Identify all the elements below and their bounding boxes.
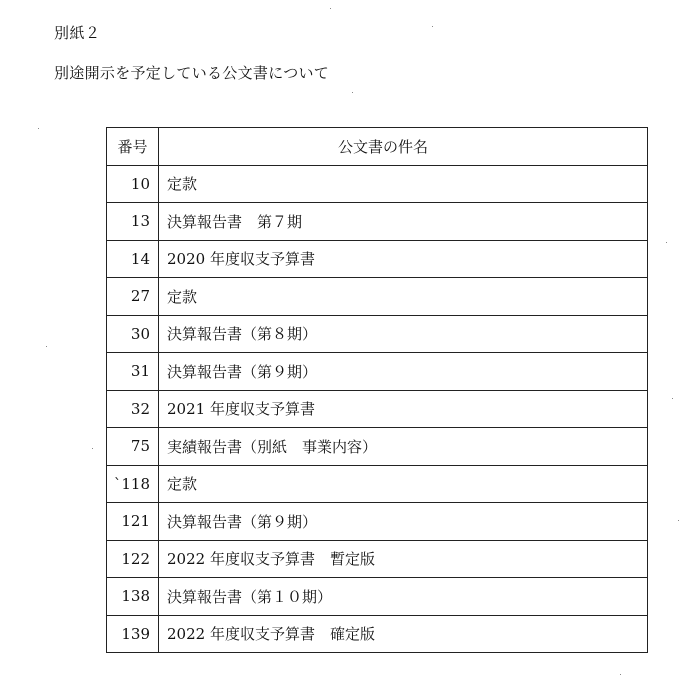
- row-number: 122: [107, 540, 159, 578]
- table-row: [107, 203, 648, 241]
- scan-speck: [620, 674, 621, 675]
- row-document-name: 決算報告書（第９期）: [159, 503, 648, 541]
- header-number: 番号: [107, 128, 159, 166]
- table-row: [107, 540, 648, 578]
- table-row: [107, 278, 648, 316]
- row-document-name: 定款: [159, 165, 648, 203]
- row-document-name: 2022 年度収支予算書 暫定版: [159, 540, 648, 578]
- row-document-name: 決算報告書 第７期: [159, 203, 648, 241]
- row-document-name: 2021 年度収支予算書: [159, 390, 648, 428]
- row-document-name: 決算報告書（第８期）: [159, 315, 648, 353]
- table-row: [107, 428, 648, 466]
- row-number: `118: [107, 465, 159, 503]
- scan-speck: [678, 520, 679, 521]
- scan-speck: [432, 26, 433, 27]
- scan-speck: [352, 92, 353, 93]
- table-row: [107, 503, 648, 541]
- row-document-name: 2020 年度収支予算書: [159, 240, 648, 278]
- row-number: 75: [107, 428, 159, 466]
- row-number: 31: [107, 353, 159, 391]
- row-number: 138: [107, 578, 159, 616]
- row-document-name: 定款: [159, 278, 648, 316]
- row-number: 139: [107, 615, 159, 653]
- table-row: [107, 315, 648, 353]
- document-heading: 別途開示を予定している公文書について: [54, 64, 330, 82]
- scan-speck: [38, 128, 39, 129]
- scan-speck: [46, 346, 47, 347]
- table-row: [107, 578, 648, 616]
- row-document-name: 決算報告書（第９期）: [159, 353, 648, 391]
- scan-speck: [666, 242, 667, 243]
- table-row: [107, 353, 648, 391]
- table-row: [107, 465, 648, 503]
- table-row: [107, 165, 648, 203]
- row-document-name: 決算報告書（第１０期）: [159, 578, 648, 616]
- row-number: 30: [107, 315, 159, 353]
- row-document-name: 2022 年度収支予算書 確定版: [159, 615, 648, 653]
- table-row: [107, 615, 648, 653]
- attachment-label: 別紙２: [54, 24, 101, 42]
- header-document-name: 公文書の件名: [159, 128, 648, 166]
- row-number: 14: [107, 240, 159, 278]
- row-number: 32: [107, 390, 159, 428]
- row-number: 27: [107, 278, 159, 316]
- scan-speck: [92, 448, 93, 449]
- document-list-table: [106, 127, 648, 653]
- scan-speck: [330, 8, 331, 9]
- row-document-name: 実績報告書（別紙 事業内容）: [159, 428, 648, 466]
- row-number: 13: [107, 203, 159, 241]
- row-number: 121: [107, 503, 159, 541]
- table-row: [107, 240, 648, 278]
- table-row: [107, 390, 648, 428]
- scan-speck: [672, 398, 673, 399]
- table-header-row: [107, 128, 648, 166]
- row-number: 10: [107, 165, 159, 203]
- row-document-name: 定款: [159, 465, 648, 503]
